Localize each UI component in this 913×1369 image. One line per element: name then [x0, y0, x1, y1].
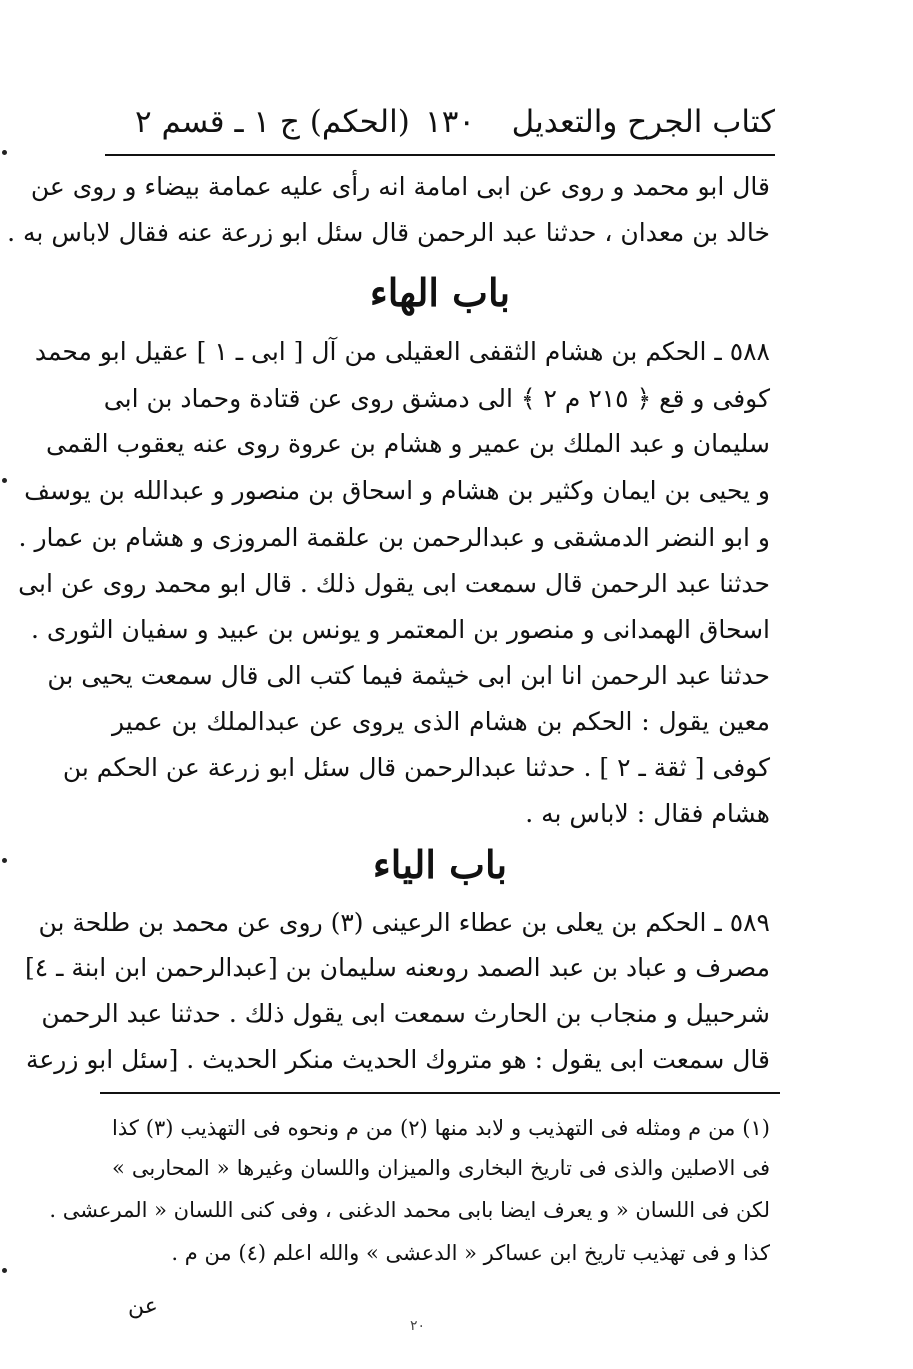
entry-588-line: سليمان و عبد الملك بن عمير و هشام بن عروة روى عنه يعقوب القمى — [46, 429, 770, 458]
entry-588-line: اسحاق الهمدانى و منصور بن المعتمر و يونس بن عبيد و سفيان الثورى . — [31, 615, 770, 644]
footnote-line: كذا و فى تهذيب تاريخ ابن عساكر « الدعشى » والله اعلم (٤) من م . — [171, 1241, 770, 1265]
entry-589-line: قال سمعت ابى يقول : هو متروك الحديث منكر الحديث . [سئل ابو زرعة — [25, 1045, 770, 1074]
entry-588-line: هشام فقال : لاباس به . — [525, 799, 770, 828]
book-title: كتاب الجرح والتعديل — [511, 104, 775, 140]
entry-588-line: و يحيى بن ايمان وكثير بن هشام و اسحاق بن منصور و عبدالله بن يوسف — [24, 476, 770, 505]
header-rule — [105, 154, 775, 156]
binding-hole — [2, 858, 7, 863]
bottom-mark: ٢٠ — [410, 1318, 426, 1334]
entry-588-line: كوفى و قع ﴿ ٢١٥ م ٢ ﴾ الى دمشق روى عن قتادة وحماد بن ابى — [103, 384, 770, 413]
text-line: قال ابو محمد و روى عن ابى امامة انه رأى عليه عمامة بيضاء و روى عن — [30, 172, 770, 201]
binding-hole — [2, 1268, 7, 1273]
footnote-line: فى الاصلين والذى فى تاريخ البخارى والميزان واللسان وغيرها « المحاربى » — [112, 1156, 770, 1180]
footnote-rule — [100, 1092, 780, 1094]
section-heading: باب الياء — [372, 842, 508, 887]
section-heading: باب الهاء — [369, 270, 511, 315]
text-line: خالد بن معدان ، حدثنا عبد الرحمن قال سئل ابو زرعة عنه فقال لاباس به . — [7, 218, 770, 247]
entry-589-line: مصرف و عباد بن عبد الصمد روىعنه سليمان بن [عبدالرحمن ابن ابنة ـ ٤] — [24, 953, 770, 982]
footnote-line: لكن فى اللسان « و يعرف ايضا بابى محمد الدغنى ، وفى كنى اللسان « المرعشى . — [49, 1198, 770, 1222]
entry-589-line: شرحبيل و منجاب بن الحارث سمعت ابى يقول ذلك . حدثنا عبد الرحمن — [41, 999, 770, 1028]
binding-hole — [2, 150, 7, 155]
running-header — [105, 98, 775, 150]
page-number: ١٣٠ — [425, 104, 475, 140]
entry-588-line: حدثنا عبد الرحمن قال سمعت ابى يقول ذلك . قال ابو محمد روى عن ابى — [18, 569, 770, 598]
catchword: عن — [128, 1294, 158, 1319]
footnote-line: (١) من م ومثله فى التهذيب و لابد منها (٢) من م ونحوه فى التهذيب (٣) كذا — [112, 1116, 770, 1140]
entry-588-line: كوفى [ ثقة ـ ٢ ] . حدثنا عبدالرحمن قال سئل ابو زرعة عن الحكم بن — [62, 753, 770, 782]
entry-588-line: حدثنا عبد الرحمن انا ابن ابى خيثمة فيما كتب الى قال سمعت يحيى بن — [47, 661, 770, 690]
binding-hole — [2, 478, 7, 483]
entry-588-line: و ابو النضر الدمشقى و عبدالرحمن بن علقمة المروزى و هشام بن عمار . — [18, 523, 770, 552]
entry-589-line: ٥٨٩ ـ الحكم بن يعلى بن عطاء الرعينى (٣) روى عن محمد بن طلحة بن — [38, 908, 770, 937]
entry-588-line: معين يقول : الحكم بن هشام الذى يروى عن عبدالملك بن عمير — [112, 707, 770, 736]
volume-part: (الحكم) ج ١ ـ قسم ٢ — [135, 104, 410, 140]
entry-588-line: ٥٨٨ ـ الحكم بن هشام الثقفى العقيلى من آل [ ابى ـ ١ ] عقيل ابو محمد — [34, 337, 770, 366]
